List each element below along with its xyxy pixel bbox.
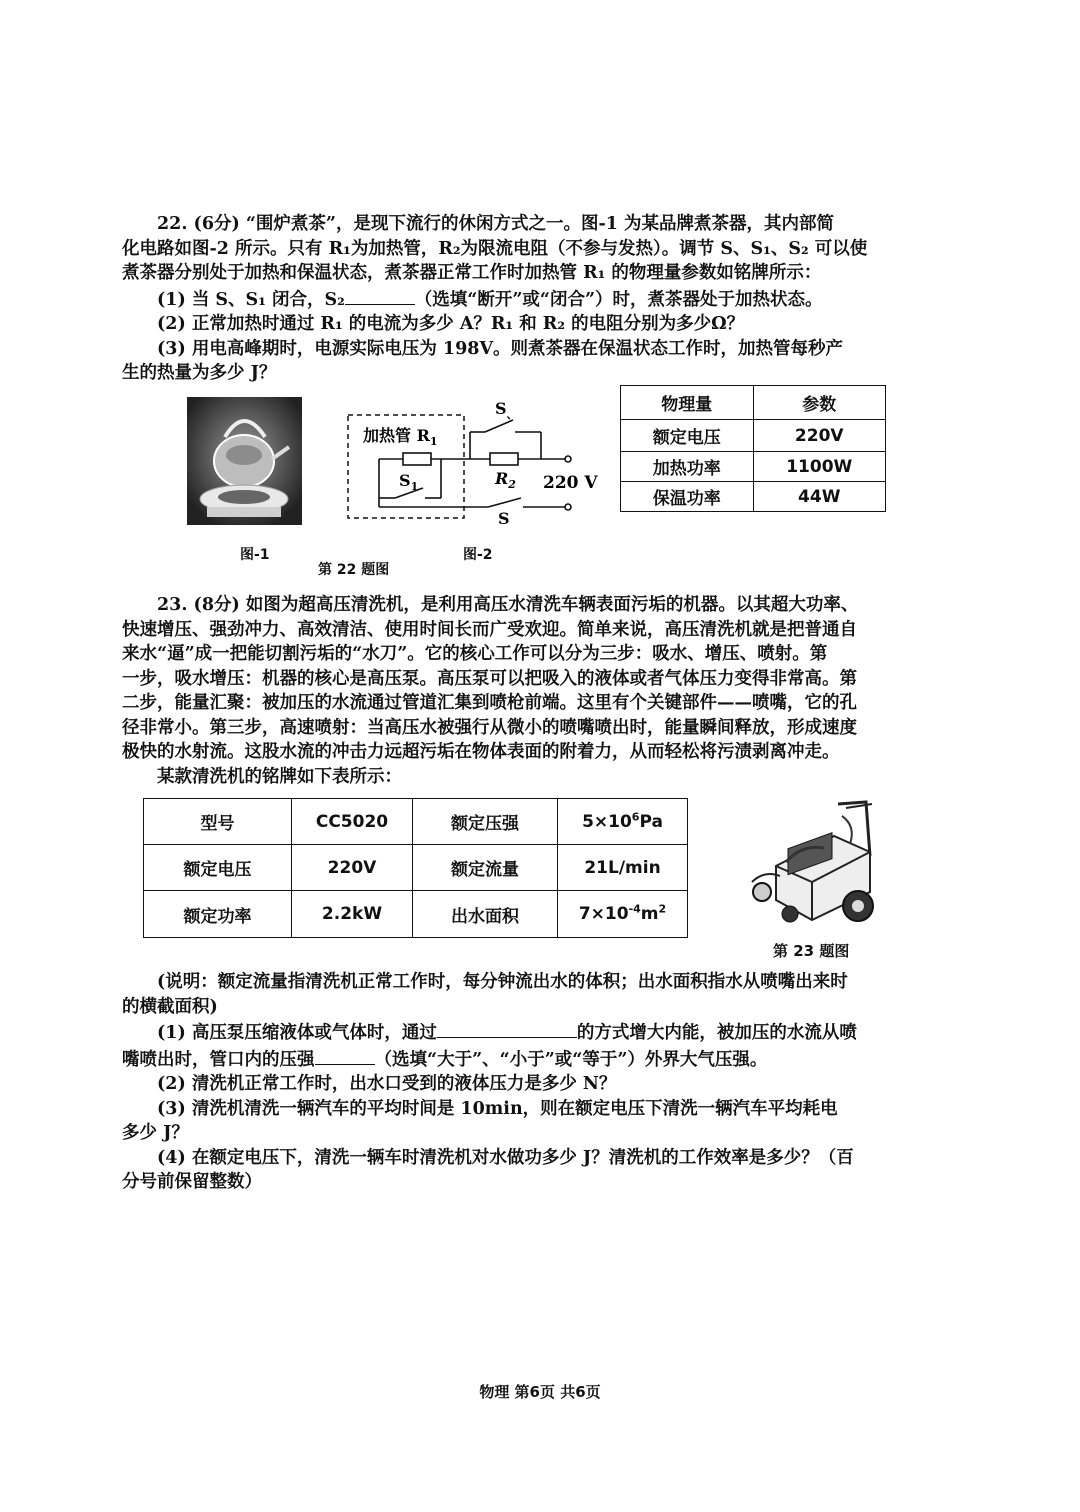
q23-sub3-cont: 多少 J？: [122, 1123, 189, 1143]
table-header: 物理量: [621, 386, 754, 420]
q22-stem: [122, 212, 937, 386]
table-cell: $5\times 10^6Pa$: [558, 799, 688, 845]
q22-sub1-answer-blank[interactable]: [345, 286, 415, 305]
q23-note-cont: 的横截面积): [122, 996, 218, 1017]
table-header: 参数: [753, 386, 886, 420]
pressure-washer-image: [746, 796, 886, 934]
table-cell: 额定电压: [621, 420, 754, 452]
q22-sub3: (3) 用电高峰期时，电源实际电压为 198V。则煮茶器在保温状态工作时，加热管每秒产: [157, 338, 844, 359]
q22-sub2: (2) 正常加热时通过 R₁ 的电流为多少 A？R₁ 和 R₂ 的电阻分别为多少Ω？: [157, 314, 745, 334]
table-cell: 2.2kW: [292, 891, 413, 938]
table-cell: 出水面积: [413, 891, 558, 938]
q23-line: 极快的水射流。这股水流的冲击力远超污垢在物体表面的附着力，从而轻松将污渍剥离冲走。: [122, 742, 840, 762]
table-cell: 型号: [144, 799, 292, 845]
s2-label: $S_、$: [495, 399, 518, 421]
q23-sub1-text-3: 嘴喷出时，管口内的压强: [122, 1049, 315, 1070]
q22-line: 化电路如图-2 所示。只有 R₁为加热管，R₂为限流电阻（不参与发热）。调节 S、S₁、S₂ 可以使: [122, 238, 868, 259]
q23-sub1-text: (1) 高压泵压缩液体或气体时，通过: [157, 1023, 437, 1043]
q23-line: 23. (8分) 如图为超高压清洗机，是利用高压水清洗车辆表面污垢的机器。以其超大功率、: [157, 595, 859, 615]
q23-sub3: (3) 清洗机清洗一辆汽车的平均时间是 10min，则在额定电压下清洗一辆汽车平均耗电: [157, 1098, 838, 1119]
resistor-r1: [403, 453, 431, 465]
table-cell: 额定功率: [144, 891, 292, 938]
terminal-top: [565, 456, 571, 462]
q23-line: 一步，吸水增压：机器的核心是高压泵。高压泵可以把吸入的液体或者气体压力变得非常高。第: [122, 668, 857, 689]
fig2-caption: 图-2: [463, 547, 493, 563]
q23-sub2: (2) 清洗机正常工作时，出水口受到的液体压力是多少 N？: [157, 1074, 617, 1094]
table-cell: 1100W: [753, 452, 886, 482]
s-label: S: [498, 509, 510, 528]
switch-s: [488, 498, 521, 507]
q23-sub1-cont: [122, 1046, 937, 1073]
fig1-caption: 图-1: [240, 547, 270, 563]
q23-sub1-text-4: （选填“大于”、“小于”或“等于”）外界大气压强。: [374, 1049, 768, 1070]
q22-line: 22. (6分) “围炉煮茶”，是现下流行的休闲方式之一。图-1 为某品牌煮茶器，其内部简: [157, 214, 835, 234]
q22-sub1-text: (1) 当 S、S₁ 闭合，S₂: [157, 289, 345, 310]
q22-nameplate-table: [620, 385, 886, 512]
q23-sub1-text-2: 的方式增大内能，被加压的水流从喷: [576, 1023, 857, 1043]
r2-label: $R_2$: [495, 469, 516, 491]
q22-sub1-text-2: （选填“断开”或“闭合”）时，煮茶器处于加热状态。: [414, 289, 823, 310]
q23-sub1-answer-blank-2[interactable]: [315, 1046, 375, 1065]
q23-stem: [122, 593, 937, 789]
q23-note: (说明：额定流量指清洗机正常工作时，每分钟流出水的体积；出水面积指水从喷嘴出来时: [157, 972, 848, 992]
q23-line: 二步，能量汇聚：被加压的水流通过管道汇集到喷枪前端。这里有个关键部件——喷嘴，它的孔: [122, 693, 857, 713]
q23-sub1: [122, 1019, 937, 1046]
table-cell: 额定流量: [413, 845, 558, 891]
page-footer: 物理 第6页 共6页: [479, 1383, 601, 1401]
q22-line: 煮茶器分别处于加热和保温状态，煮茶器正常工作时加热管 R₁ 的物理量参数如铭牌所示：: [122, 263, 822, 283]
table-cell: 21L/min: [558, 845, 688, 891]
voltage-label: 220 V: [543, 473, 598, 493]
q23-sub4: (4) 在额定电压下，清洗一辆车时清洗机对水做功多少 J？清洗机的工作效率是多少？（百: [157, 1147, 854, 1168]
q22-figure-caption: 第 22 题图: [318, 562, 390, 578]
table-cell: 44W: [753, 482, 886, 512]
q23-line: 快速增压、强劲冲力、高效清洁、使用时间长而广受欢迎。简单来说，高压清洗机就是把普通自: [122, 619, 857, 640]
heater-label: 加热管 $R_1$: [363, 426, 438, 448]
table-cell: 加热功率: [621, 452, 754, 482]
kettle-photo: [187, 397, 302, 525]
table-cell: 220V: [753, 420, 886, 452]
s1-label: $S_1$: [399, 471, 419, 493]
resistor-r2: [490, 453, 518, 465]
q23-line: 径非常小。第三步，高速喷射：当高压水被强行从微小的喷嘴喷出时，能量瞬间释放，形成速度: [122, 717, 857, 738]
q23-line: 来水“逼”成一把能切割污垢的“水刀”。它的核心工作可以分为三步：吸水、增压、喷射。第: [122, 644, 828, 664]
q23-figure-caption: 第 23 题图: [773, 942, 850, 960]
q23-sub4-cont: 分号前保留整数）: [122, 1172, 262, 1192]
q23-nameplate-intro: 某款清洗机的铭牌如下表所示：: [157, 766, 402, 787]
table-cell: 额定压强: [413, 799, 558, 845]
table-cell: 220V: [292, 845, 413, 891]
circuit-diagram: [343, 398, 605, 528]
terminal-bottom: [565, 504, 571, 510]
table-cell: $7\times 10^{-4}m^2$: [558, 891, 688, 938]
q22-sub1: [122, 286, 937, 313]
table-cell: 保温功率: [621, 482, 754, 512]
table-cell: CC5020: [292, 799, 413, 845]
q23-nameplate-table: [143, 798, 688, 938]
q23-sub1-answer-blank-1[interactable]: [437, 1019, 577, 1038]
q22-sub3-cont: 生的热量为多少 J？: [122, 363, 277, 383]
table-cell: 额定电压: [144, 845, 292, 891]
switch-s2: [485, 420, 513, 432]
q23-subquestions: [122, 970, 937, 1195]
